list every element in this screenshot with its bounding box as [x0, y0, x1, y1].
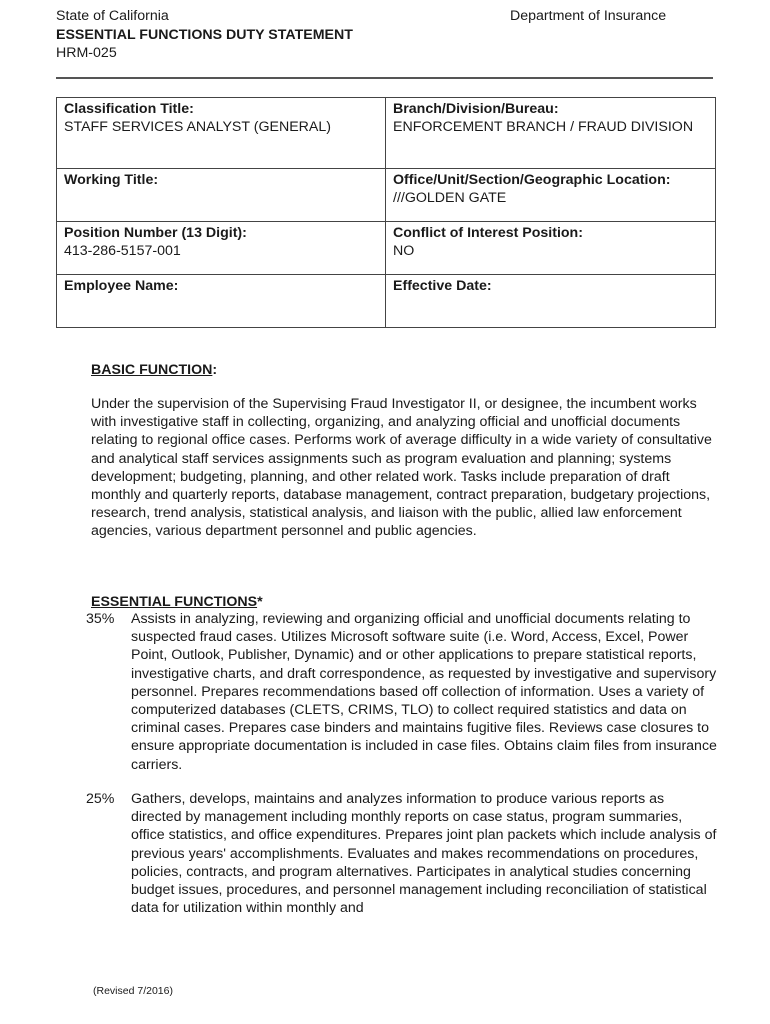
conflict-label: Conflict of Interest Position: [393, 225, 583, 241]
position-number-value: 413-286-5157-001 [64, 242, 181, 259]
position-number-label: Position Number (13 Digit): [64, 225, 247, 241]
agency-name: State of California [56, 8, 169, 24]
conflict-value: NO [393, 242, 415, 259]
working-title-label: Working Title: [64, 172, 159, 188]
effective-date-label: Effective Date: [393, 278, 492, 294]
classification-cell [57, 98, 386, 169]
classification-label: Classification Title: [64, 101, 194, 117]
basic-function-text: Under the supervision of the Supervising Fraud Investigator II, or designee, the incumbent works with investigative staff in collecting, organizing, and analyzing official and unofficial documents relating to regional office cases. Performs work of average difficulty in a wide variety of consultative and analytical staff services assignments such as program evaluation and planning; systems development; budgeting, planning, and other related work. Tasks include preparation of draft monthly and quarterly reports, database management, contract preparation, budgetary projections, research, trend analysis, statistical analysis, and liaison with the public, allied law enforcement agencies, various department personnel and public agencies. [91, 396, 712, 540]
basic-function-title: BASIC FUNCTION [91, 362, 213, 378]
document-title: ESSENTIAL FUNCTIONS DUTY STATEMENT [56, 27, 353, 43]
conflict-cell [386, 222, 716, 275]
branch-label: Branch/Division/Bureau: [393, 101, 559, 117]
branch-cell [386, 98, 716, 169]
essential-functions-heading [91, 593, 263, 611]
effective-date-cell [386, 275, 716, 328]
employee-name-label: Employee Name: [64, 278, 179, 294]
essential-functions-asterisk: * [257, 594, 263, 610]
classification-value: STAFF SERVICES ANALYST (GENERAL) [64, 118, 332, 135]
position-number-cell [57, 222, 386, 275]
basic-function-heading [91, 361, 217, 379]
branch-value: ENFORCEMENT BRANCH / FRAUD DIVISION [393, 118, 694, 135]
header-divider [56, 77, 713, 79]
function-description: Gathers, develops, maintains and analyzes information to produce various reports as directed by management including monthly reports on case status, program summaries, office statistics, and office expenditures. Prepares joint plan packets which include analysis of previous years' accomplishments. Evaluates and makes recommendations on procedures, policies, contracts, and program alternatives. Participates in analytical studies concerning budget issues, procedures, and personnel management including reconciliation of statistical data for utilization within monthly and [131, 791, 717, 917]
employee-name-cell [57, 275, 386, 328]
essential-function-item [86, 610, 718, 774]
office-label: Office/Unit/Section/Geographic Location: [393, 172, 671, 188]
function-percent: 35% [86, 611, 115, 627]
basic-function-colon: : [212, 362, 218, 378]
position-info-table [56, 97, 716, 328]
office-cell [386, 169, 716, 222]
function-description: Assists in analyzing, reviewing and organizing official and unofficial documents relating to suspected fraud cases. Utilizes Microsoft software suite (i.e. Word, Access, Excel, Power Point, Outlook, Publisher, Dynamic) and or other applications to prepare statistical reports, investigative charts, and draft correspondence, as requested by investigative and supervisory personnel. Prepares recommendations based off collection of information. Uses a variety of computerized databases (CLETS, CRIMS, TLO) to collect required statistics and data on criminal cases. Prepares case binders and maintains fugitive files. Reviews case closures to ensure appropriate documentation is included in case files. Obtains claim files from insurance carriers. [131, 611, 717, 773]
form-number: HRM-025 [56, 45, 117, 61]
revision-note: (Revised 7/2016) [93, 985, 173, 997]
function-percent: 25% [86, 791, 115, 807]
office-value: ///GOLDEN GATE [393, 189, 507, 206]
essential-functions-title: ESSENTIAL FUNCTIONS [91, 594, 258, 610]
essential-function-item [86, 790, 718, 918]
department-name: Department of Insurance [510, 8, 667, 24]
working-title-cell [57, 169, 386, 222]
